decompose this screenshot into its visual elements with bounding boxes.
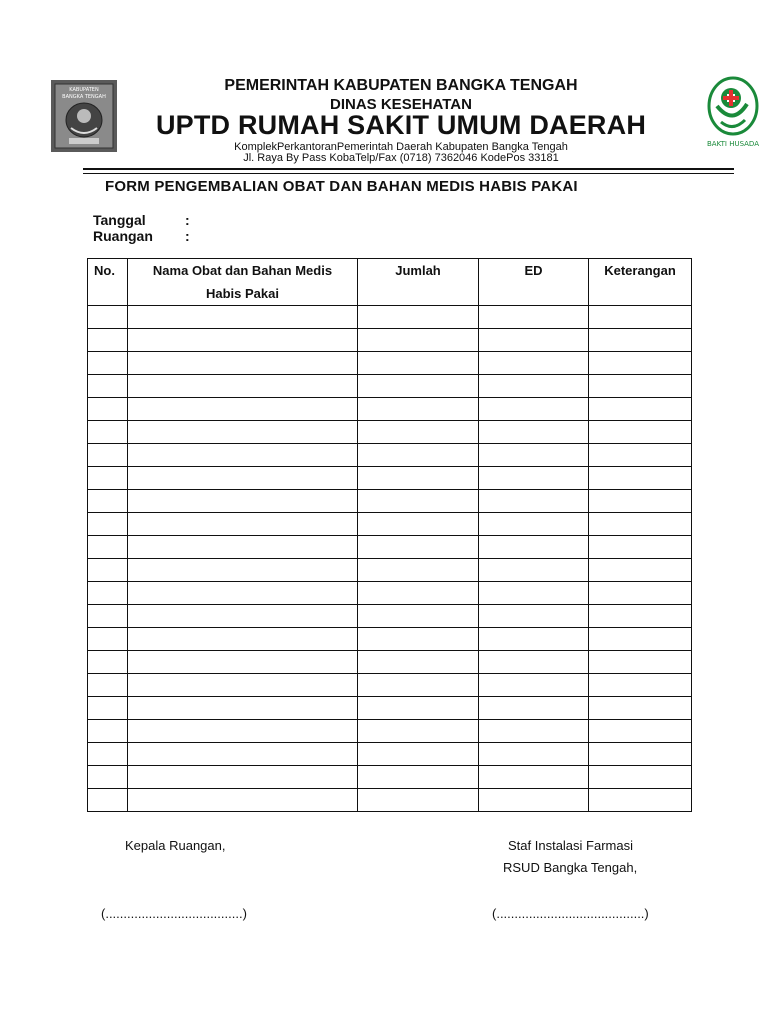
table-cell	[88, 375, 128, 398]
kepala-ruangan-label: Kepala Ruangan,	[125, 838, 226, 853]
table-row	[88, 421, 692, 444]
table-cell	[589, 697, 692, 720]
medicine-return-table	[87, 258, 692, 812]
table-cell	[88, 444, 128, 467]
ruangan-label: Ruangan	[93, 228, 153, 244]
header-divider-thin	[83, 173, 734, 174]
header-keterangan: Keterangan	[589, 259, 692, 306]
emblem-text: BAKTI HUSADA	[706, 140, 760, 148]
table-cell	[128, 651, 358, 674]
left-signature-line: (......................................)	[101, 906, 247, 921]
table-cell	[358, 559, 479, 582]
address-line-2: Jl. Raya By Pass KobaTelp/Fax (0718) 7362046 KodePos 33181	[243, 152, 559, 164]
table-row	[88, 536, 692, 559]
table-cell	[479, 559, 589, 582]
header-nama-line1: Nama Obat dan Bahan Medis	[152, 263, 333, 278]
table-cell	[128, 743, 358, 766]
table-cell	[88, 513, 128, 536]
table-cell	[479, 582, 589, 605]
table-cell	[358, 766, 479, 789]
table-cell	[479, 789, 589, 812]
table-cell	[128, 306, 358, 329]
table-cell	[479, 421, 589, 444]
table-header-row	[88, 259, 692, 306]
table-cell	[358, 513, 479, 536]
table-cell	[479, 536, 589, 559]
table-cell	[88, 398, 128, 421]
table-row	[88, 398, 692, 421]
table-cell	[479, 766, 589, 789]
right-signature-line: (.........................................)	[492, 906, 649, 921]
table-cell	[589, 513, 692, 536]
table-cell	[589, 605, 692, 628]
table-cell	[358, 352, 479, 375]
header-jumlah: Jumlah	[358, 259, 479, 306]
table-cell	[589, 766, 692, 789]
table-cell	[479, 628, 589, 651]
emblem-text-top: KABUPATEN	[69, 87, 99, 93]
table-cell	[479, 697, 589, 720]
table-cell	[128, 720, 358, 743]
table-row	[88, 306, 692, 329]
table-cell	[128, 559, 358, 582]
table-cell	[589, 743, 692, 766]
header-ed: ED	[479, 259, 589, 306]
table-cell	[88, 766, 128, 789]
table-cell	[589, 536, 692, 559]
regency-emblem-icon	[51, 80, 117, 152]
table-row	[88, 628, 692, 651]
table-cell	[128, 582, 358, 605]
table-row	[88, 789, 692, 812]
table-cell	[88, 329, 128, 352]
table-cell	[128, 697, 358, 720]
header-no: No.	[88, 259, 128, 306]
government-title: PEMERINTAH KABUPATEN BANGKA TENGAH	[224, 77, 578, 94]
table-cell	[358, 490, 479, 513]
table-cell	[589, 789, 692, 812]
table-cell	[358, 720, 479, 743]
table-cell	[128, 352, 358, 375]
table-cell	[358, 421, 479, 444]
table-cell	[128, 513, 358, 536]
table-cell	[479, 605, 589, 628]
table-row	[88, 513, 692, 536]
table-cell	[88, 628, 128, 651]
table-cell	[88, 674, 128, 697]
table-row	[88, 582, 692, 605]
table-cell	[479, 329, 589, 352]
table-cell	[88, 490, 128, 513]
table-row	[88, 743, 692, 766]
table-cell	[88, 743, 128, 766]
table-row	[88, 444, 692, 467]
table-cell	[128, 375, 358, 398]
table-cell	[358, 375, 479, 398]
table-cell	[479, 651, 589, 674]
rsud-label: RSUD Bangka Tengah,	[503, 860, 638, 875]
table-cell	[589, 444, 692, 467]
tanggal-label: Tanggal	[93, 212, 146, 228]
table-cell	[589, 559, 692, 582]
address-line-1: KomplekPerkantoranPemerintah Daerah Kabupaten Bangka Tengah	[234, 141, 568, 153]
table-cell	[88, 559, 128, 582]
table-cell	[479, 398, 589, 421]
table-cell	[479, 674, 589, 697]
table-cell	[479, 306, 589, 329]
table-cell	[358, 743, 479, 766]
table-row	[88, 559, 692, 582]
table-cell	[589, 720, 692, 743]
table-cell	[128, 766, 358, 789]
table-cell	[479, 375, 589, 398]
table-row	[88, 766, 692, 789]
table-cell	[88, 467, 128, 490]
table-cell	[589, 651, 692, 674]
header-nama-line2: Habis Pakai	[206, 286, 279, 301]
table-row	[88, 605, 692, 628]
table-cell	[128, 628, 358, 651]
table-row	[88, 375, 692, 398]
tanggal-colon: :	[185, 212, 190, 228]
table-body	[88, 306, 692, 812]
table-cell	[589, 398, 692, 421]
table-cell	[479, 720, 589, 743]
table-cell	[128, 674, 358, 697]
table-cell	[479, 513, 589, 536]
table-cell	[358, 329, 479, 352]
table-cell	[88, 697, 128, 720]
table-cell	[358, 674, 479, 697]
table-cell	[88, 605, 128, 628]
table-cell	[589, 421, 692, 444]
table-cell	[88, 582, 128, 605]
table-cell	[88, 789, 128, 812]
table-cell	[589, 628, 692, 651]
table-cell	[358, 306, 479, 329]
bakti-husada-emblem-icon	[703, 76, 763, 150]
hospital-title: UPTD RUMAH SAKIT UMUM DAERAH	[155, 110, 647, 140]
table-row	[88, 674, 692, 697]
table-cell	[479, 467, 589, 490]
table-cell	[589, 674, 692, 697]
form-title: FORM PENGEMBALIAN OBAT DAN BAHAN MEDIS HABIS PAKAI	[105, 178, 578, 195]
table-cell	[128, 536, 358, 559]
table-cell	[88, 306, 128, 329]
table-cell	[358, 697, 479, 720]
table-cell	[88, 536, 128, 559]
table-cell	[589, 375, 692, 398]
table-cell	[479, 743, 589, 766]
header-divider-thick	[83, 168, 734, 170]
table-cell	[128, 490, 358, 513]
table-cell	[128, 398, 358, 421]
table-cell	[88, 352, 128, 375]
emblem-text-mid: BANGKA TENGAH	[62, 94, 106, 100]
table-cell	[128, 444, 358, 467]
table-cell	[358, 628, 479, 651]
table-cell	[128, 605, 358, 628]
table-row	[88, 697, 692, 720]
table-cell	[128, 789, 358, 812]
table-cell	[358, 536, 479, 559]
table-cell	[589, 582, 692, 605]
table-cell	[589, 490, 692, 513]
table-cell	[589, 306, 692, 329]
table-cell	[128, 421, 358, 444]
table-row	[88, 490, 692, 513]
table-cell	[358, 582, 479, 605]
table-cell	[479, 352, 589, 375]
table-cell	[128, 329, 358, 352]
table-row	[88, 651, 692, 674]
table-row	[88, 352, 692, 375]
table-cell	[358, 444, 479, 467]
table-cell	[358, 605, 479, 628]
table-row	[88, 329, 692, 352]
table-row	[88, 467, 692, 490]
table-cell	[358, 467, 479, 490]
table-cell	[479, 444, 589, 467]
table-cell	[88, 651, 128, 674]
table-cell	[128, 467, 358, 490]
department-title: DINAS KESEHATAN	[330, 96, 472, 113]
table-row	[88, 720, 692, 743]
table-cell	[589, 467, 692, 490]
table-cell	[479, 490, 589, 513]
table-cell	[88, 720, 128, 743]
staf-farmasi-label: Staf Instalasi Farmasi	[508, 838, 633, 853]
table-cell	[358, 398, 479, 421]
table-cell	[358, 789, 479, 812]
table-cell	[88, 421, 128, 444]
ruangan-colon: :	[185, 228, 190, 244]
table-cell	[589, 329, 692, 352]
table-cell	[589, 352, 692, 375]
header-nama	[128, 259, 358, 306]
table-cell	[358, 651, 479, 674]
